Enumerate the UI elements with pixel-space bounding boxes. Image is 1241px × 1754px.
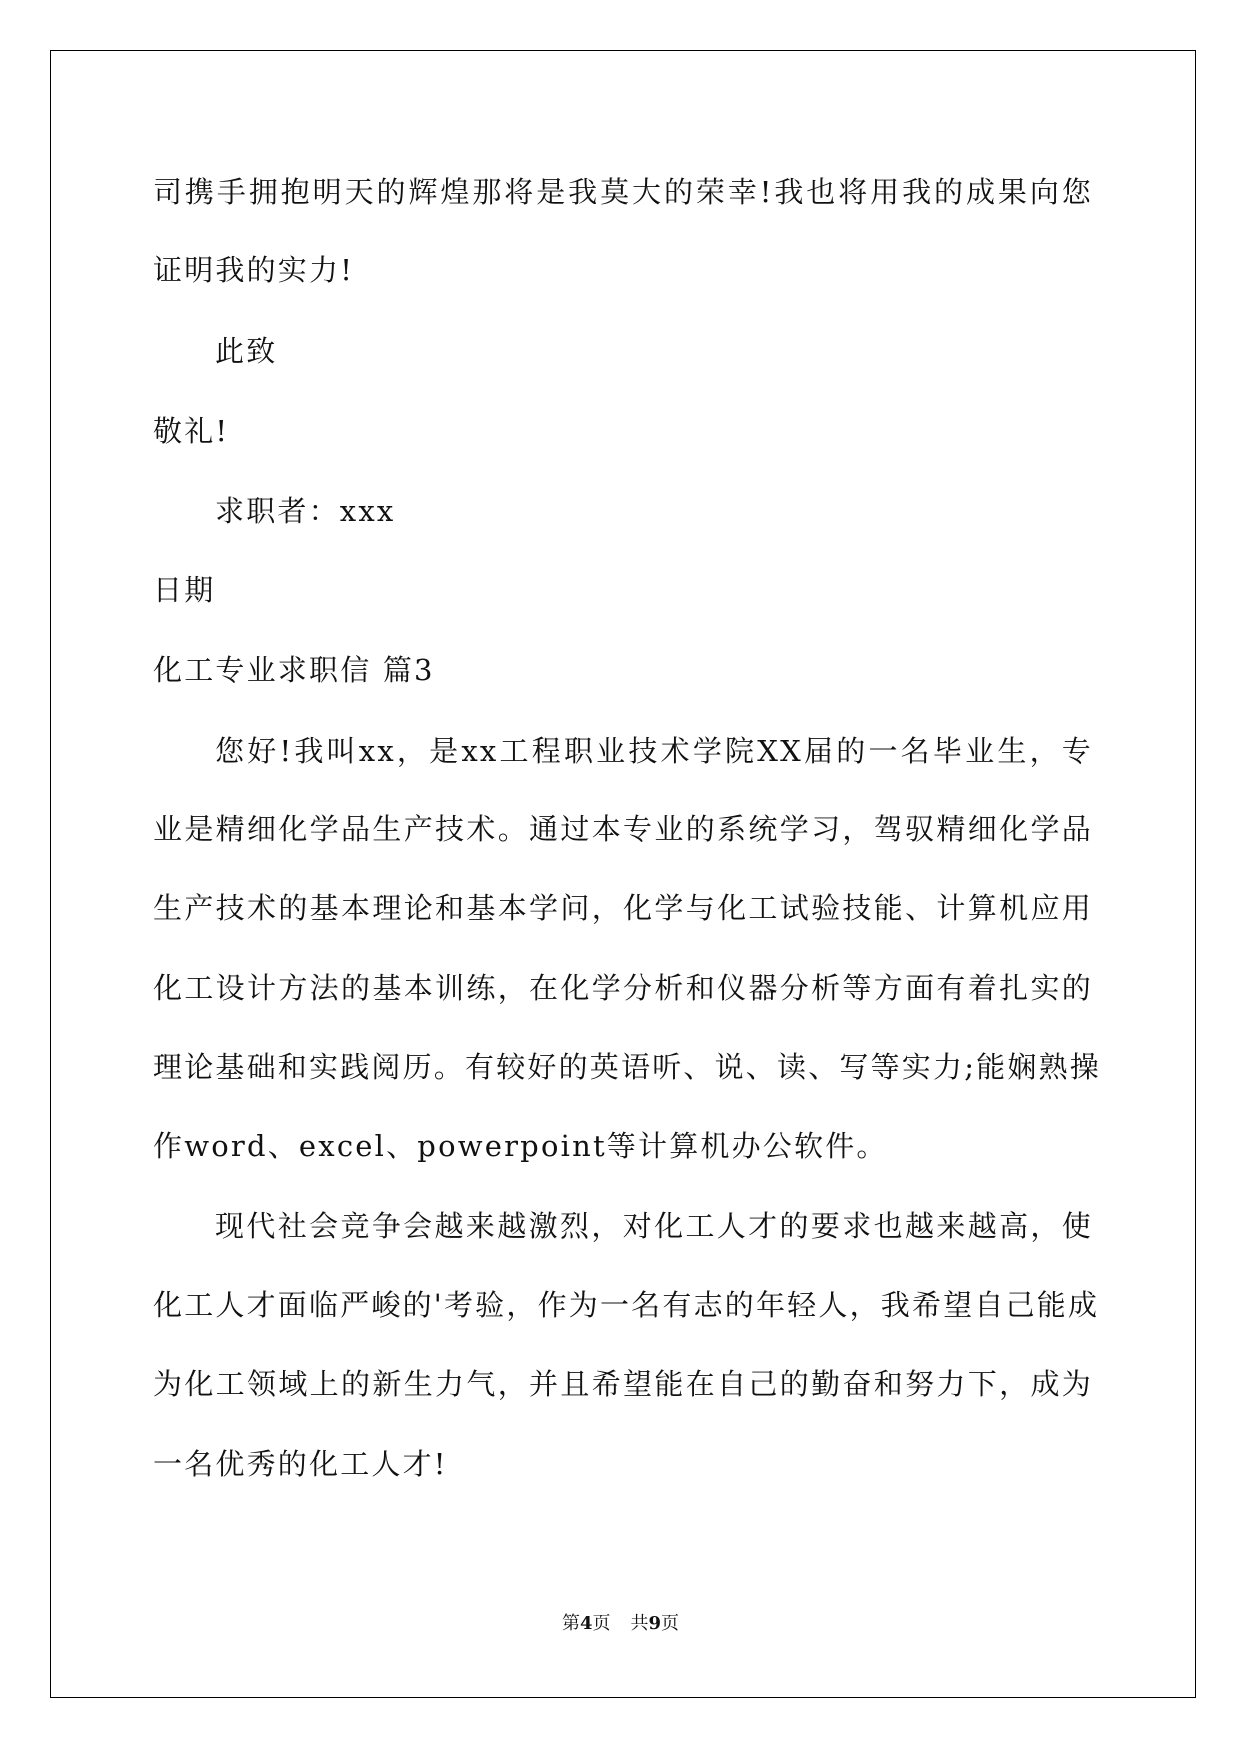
text-line: 业是精细化学品生产技术。通过本专业的系统学习，驾驭精细化学品 — [153, 812, 1093, 846]
footer-page-suffix: 页 — [592, 1613, 611, 1634]
text-line: 生产技术的基本理论和基本学问，化学与化工试验技能、计算机应用 — [153, 891, 1093, 925]
text-line: 为化工领域上的新生力气，并且希望能在自己的勤奋和努力下，成为 — [153, 1367, 1093, 1401]
signature-line: 求职者：xxx — [215, 494, 396, 528]
text-line: 理论基础和实践阅历。有较好的英语听、说、读、写等实力;能娴熟操 — [153, 1050, 1101, 1084]
text-line: 化工人才面临严峻的'考验，作为一名有志的年轻人，我希望自己能成 — [153, 1288, 1100, 1322]
closing-phrase: 此致 — [215, 334, 278, 368]
date-line: 日期 — [153, 573, 216, 607]
footer-total-suffix: 页 — [661, 1613, 680, 1634]
text-line: 您好!我叫xx，是xx工程职业技术学院XX届的一名毕业生，专 — [215, 734, 1093, 768]
footer-prefix: 第 — [561, 1613, 580, 1634]
salutation: 敬礼! — [153, 414, 230, 448]
text-line: 化工设计方法的基本训练，在化学分析和仪器分析等方面有着扎实的 — [153, 971, 1093, 1005]
text-line: 作word、excel、powerpoint等计算机办公软件。 — [153, 1129, 888, 1163]
section-heading: 化工专业求职信 篇3 — [153, 653, 435, 687]
page-number: 4 — [579, 1613, 593, 1634]
page-footer — [0, 1609, 1241, 1635]
text-line: 现代社会竞争会越来越激烈，对化工人才的要求也越来越高，使 — [215, 1209, 1093, 1243]
text-line: 证明我的实力! — [153, 253, 355, 287]
text-line: 司携手拥抱明天的辉煌那将是我莫大的荣幸!我也将用我的成果向您 — [153, 175, 1093, 209]
footer-total-prefix: 共 — [630, 1613, 649, 1634]
text-line: 一名优秀的化工人才! — [153, 1447, 448, 1481]
total-pages: 9 — [648, 1613, 662, 1634]
